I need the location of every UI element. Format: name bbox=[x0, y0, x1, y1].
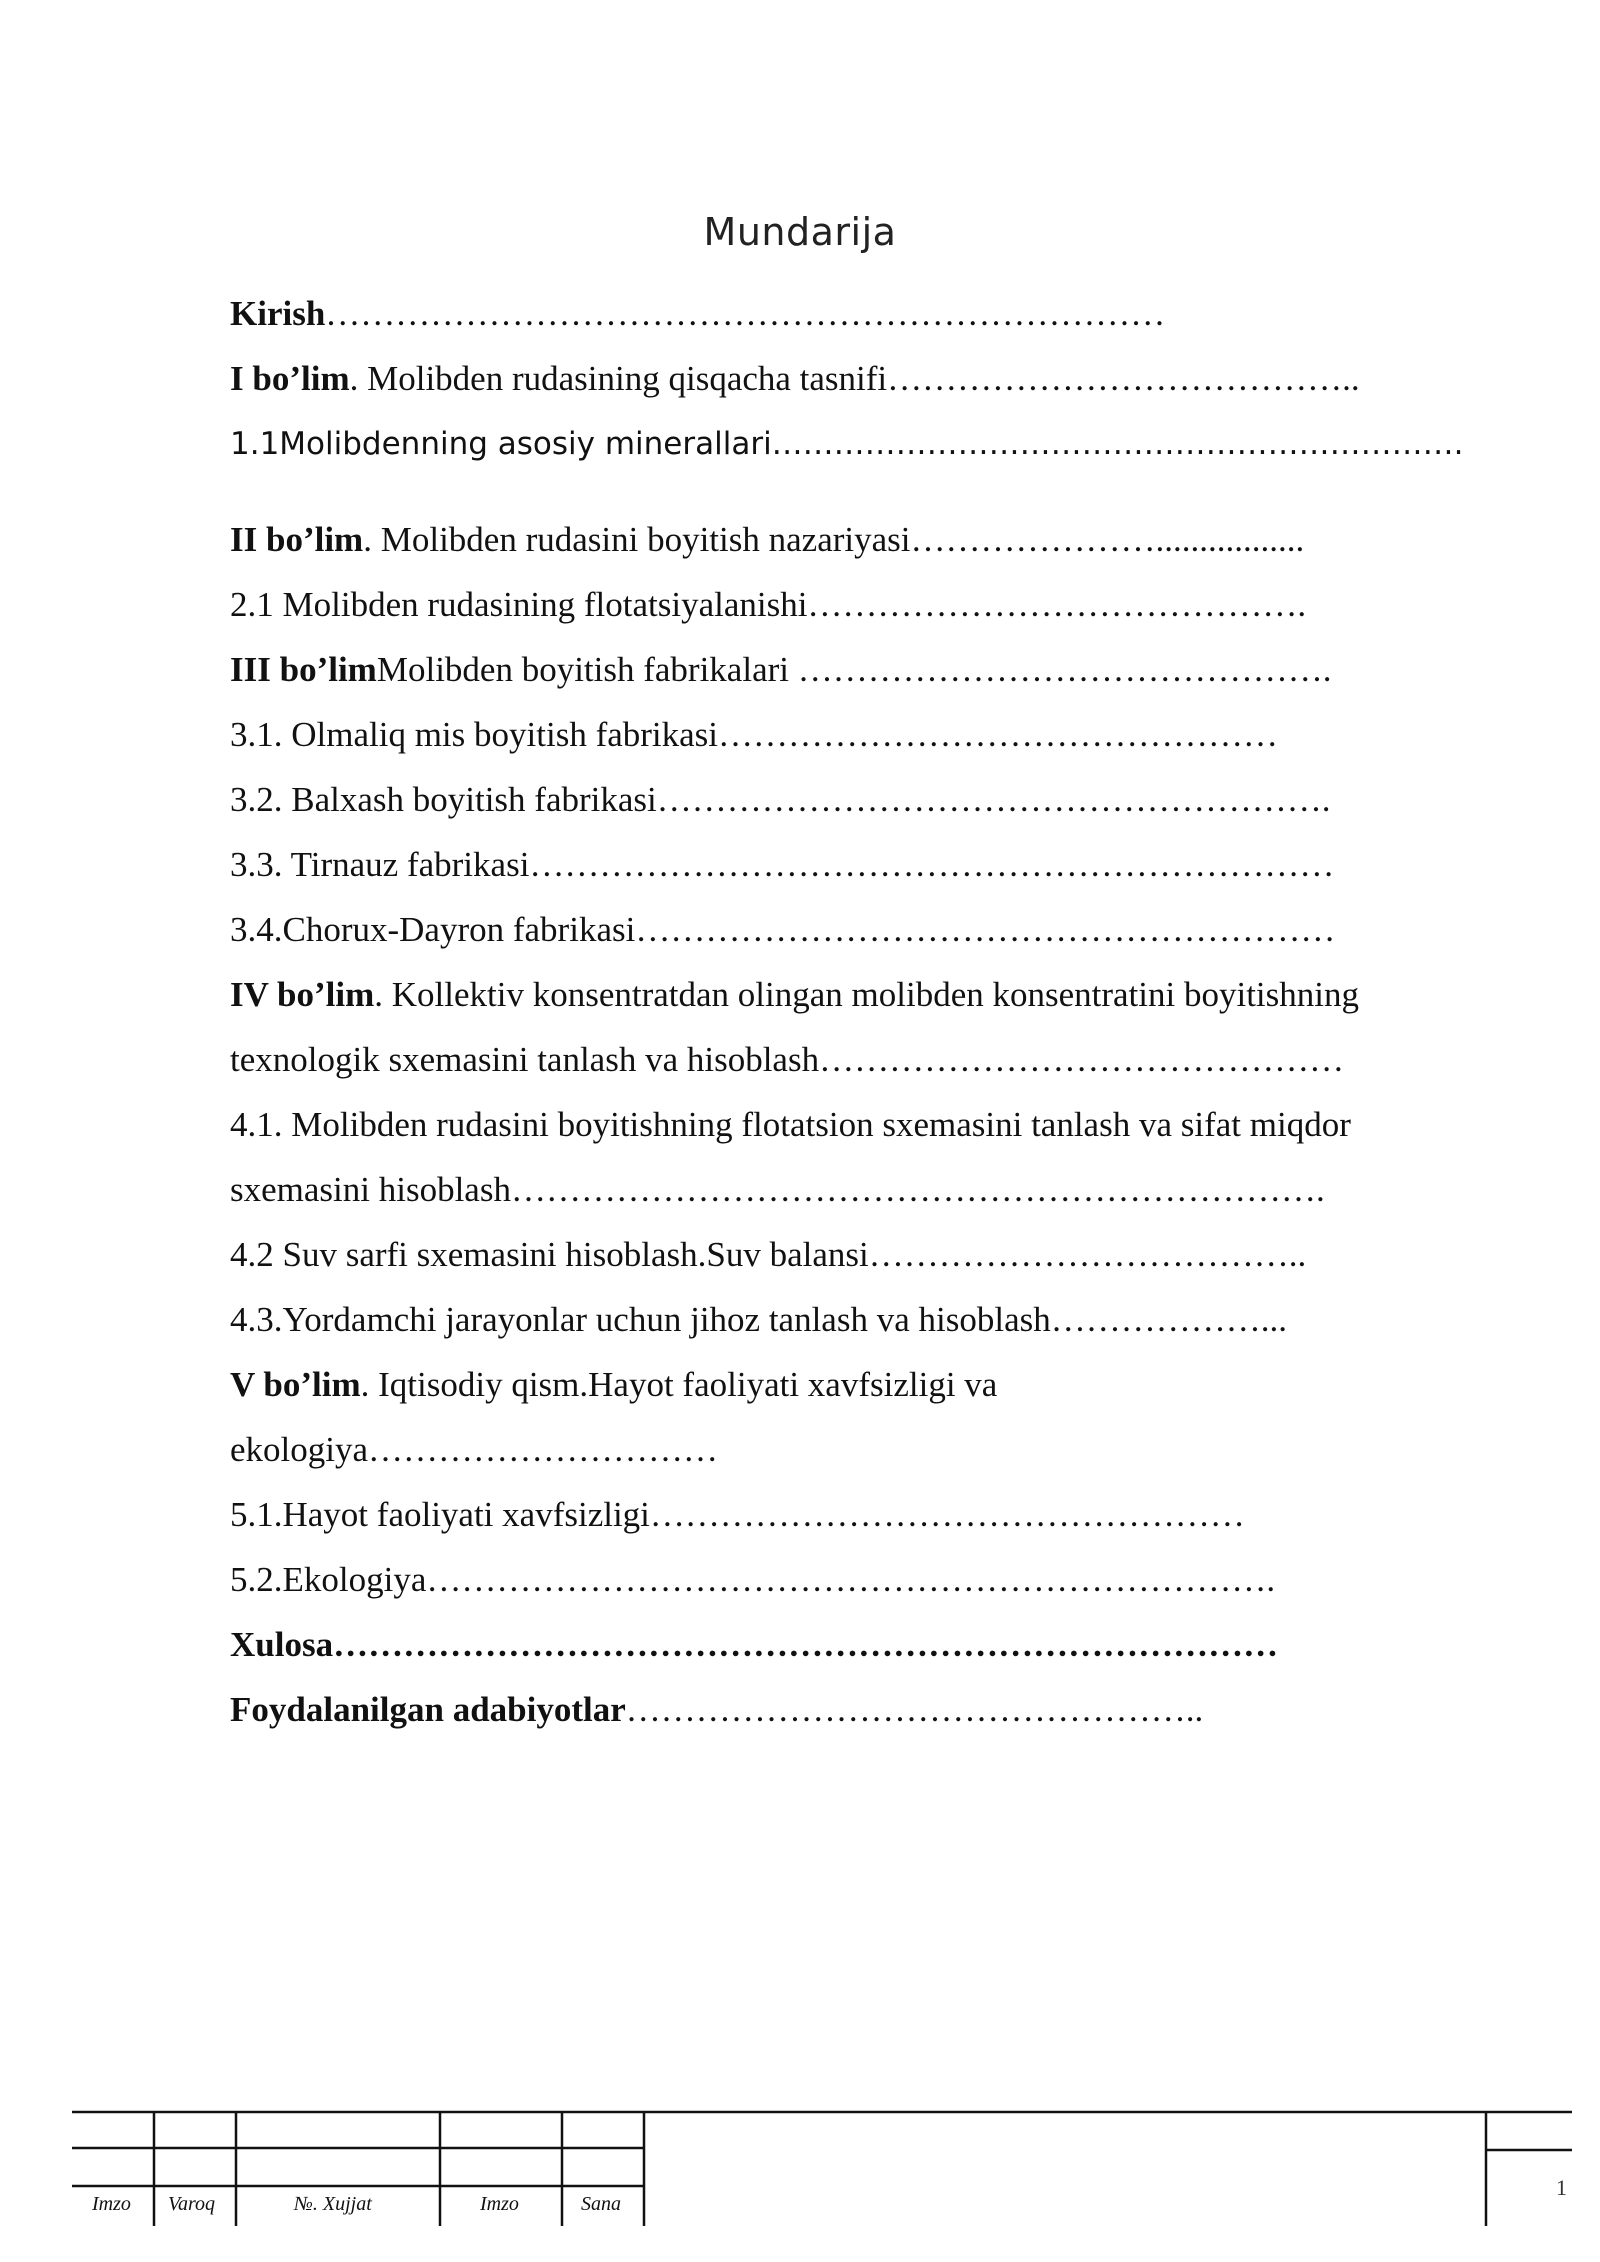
toc-entry-text: . Iqtisodiy qism.Hayot faoliyati xavfsizligi va bbox=[360, 1365, 998, 1404]
toc-entry-text: ……………………………………………………………… bbox=[325, 294, 1166, 333]
toc-entry-4-1-cont bbox=[230, 1164, 1480, 1229]
toc-entry-xulosa bbox=[230, 1619, 1480, 1684]
toc-entry-section-4 bbox=[230, 969, 1480, 1034]
toc-entry-heading: Foydalanilgan adabiyotlar bbox=[230, 1690, 626, 1729]
toc-entry-3-2 bbox=[230, 774, 1480, 839]
toc-entry-text: texnologik sxemasini tanlash va hisoblash……………………………………… bbox=[230, 1040, 1345, 1079]
toc-entry-text: 3.1. Olmaliq mis boyitish fabrikasi………………………………………… bbox=[230, 715, 1279, 754]
toc-entry-text: Molibden boyitish fabrikalari ………………………………………. bbox=[376, 650, 1332, 689]
toc-entry-heading: Xulosa……………………………………………………………………… bbox=[230, 1625, 1279, 1664]
table-of-contents bbox=[230, 288, 1480, 1749]
toc-entry-text: 3.4.Chorux-Dayron fabrikasi…………………………………………………… bbox=[230, 910, 1336, 949]
toc-entry-text: 5.1.Hayot faoliyati xavfsizligi…………………………………………… bbox=[230, 1495, 1245, 1534]
toc-entry-3-1 bbox=[230, 709, 1480, 774]
toc-entry-5-2 bbox=[230, 1554, 1480, 1619]
toc-entry-3-3 bbox=[230, 839, 1480, 904]
toc-entry-section-2 bbox=[230, 514, 1480, 579]
toc-entry-5-1 bbox=[230, 1489, 1480, 1554]
toc-entry-heading: IV bo’lim bbox=[230, 975, 375, 1014]
toc-entry-section-3 bbox=[230, 644, 1480, 709]
toc-entry-section-5-cont bbox=[230, 1424, 1480, 1489]
toc-entry-section-1 bbox=[230, 353, 1480, 418]
toc-entry-text: 4.2 Suv sarfi sxemasini hisoblash.Suv balansi……………………………….. bbox=[230, 1235, 1307, 1274]
toc-entry-text: 3.3. Tirnauz fabrikasi…………………………………………………………… bbox=[230, 845, 1335, 884]
stamp-label-imzo-2: Imzo bbox=[480, 2193, 519, 2215]
toc-entry-text: 2.1 Molibden rudasining flotatsiyalanishi……………………………………. bbox=[230, 585, 1307, 624]
stamp-label-varoq: Varoq bbox=[168, 2193, 216, 2215]
stamp-label-xujjat: №. Xujjat bbox=[294, 2193, 372, 2215]
toc-entry-text: sxemasini hisoblash……………………………………………………………. bbox=[230, 1170, 1325, 1209]
stamp-label-sana: Sana bbox=[581, 2193, 621, 2215]
stamp-label-imzo: Imzo bbox=[92, 2193, 131, 2215]
toc-entry-4-1 bbox=[230, 1099, 1480, 1164]
toc-entry-text: 4.3.Yordamchi jarayonlar uchun jihoz tanlash va hisoblash………………... bbox=[230, 1300, 1287, 1339]
toc-entry-4-2 bbox=[230, 1229, 1480, 1294]
toc-entry-3-4 bbox=[230, 904, 1480, 969]
toc-entry-kirish bbox=[230, 288, 1480, 353]
toc-entry-section-5 bbox=[230, 1359, 1480, 1424]
toc-entry-heading: I bo’lim bbox=[230, 359, 350, 398]
toc-entry-heading: V bo’lim bbox=[230, 1365, 361, 1404]
toc-entry-text: 1.1Molibdenning asosiy minerallari…………………………………………………………. bbox=[230, 426, 1464, 462]
toc-entry-2-1 bbox=[230, 579, 1480, 644]
toc-entry-heading: II bo’lim bbox=[230, 520, 364, 559]
toc-entry-text: . Kollektiv konsentratdan olingan molibden konsentratini boyitishning bbox=[374, 975, 1359, 1014]
toc-entry-text: ………………………………………….. bbox=[625, 1690, 1204, 1729]
toc-entry-text: 5.2.Ekologiya………………………………………………………………. bbox=[230, 1560, 1276, 1599]
toc-entry-adabiyotlar bbox=[230, 1684, 1480, 1749]
toc-entry-text: 3.2. Balxash boyitish fabrikasi…………………………………………………. bbox=[230, 780, 1331, 819]
toc-entry-section-4-cont bbox=[230, 1034, 1480, 1099]
toc-entry-4-3 bbox=[230, 1294, 1480, 1359]
toc-entry-heading: III bo’lim bbox=[230, 650, 377, 689]
page-number: 1 bbox=[1556, 2175, 1567, 2200]
toc-entry-1-1 bbox=[230, 418, 1480, 483]
title-block-stamp bbox=[72, 2110, 1572, 2226]
toc-entry-text: ekologiya………………………… bbox=[230, 1430, 719, 1469]
toc-entry-text: 4.1. Molibden rudasini boyitishning flotatsion sxemasini tanlash va sifat miqdor bbox=[230, 1105, 1351, 1144]
toc-entry-heading: Kirish bbox=[230, 294, 326, 333]
toc-entry-text: . Molibden rudasining qisqacha tasnifi………………………………….. bbox=[349, 359, 1360, 398]
toc-entry-text: . Molibden rudasini boyitish nazariyasi…………………................. bbox=[363, 520, 1305, 559]
page-title: Mundarija bbox=[703, 210, 897, 254]
